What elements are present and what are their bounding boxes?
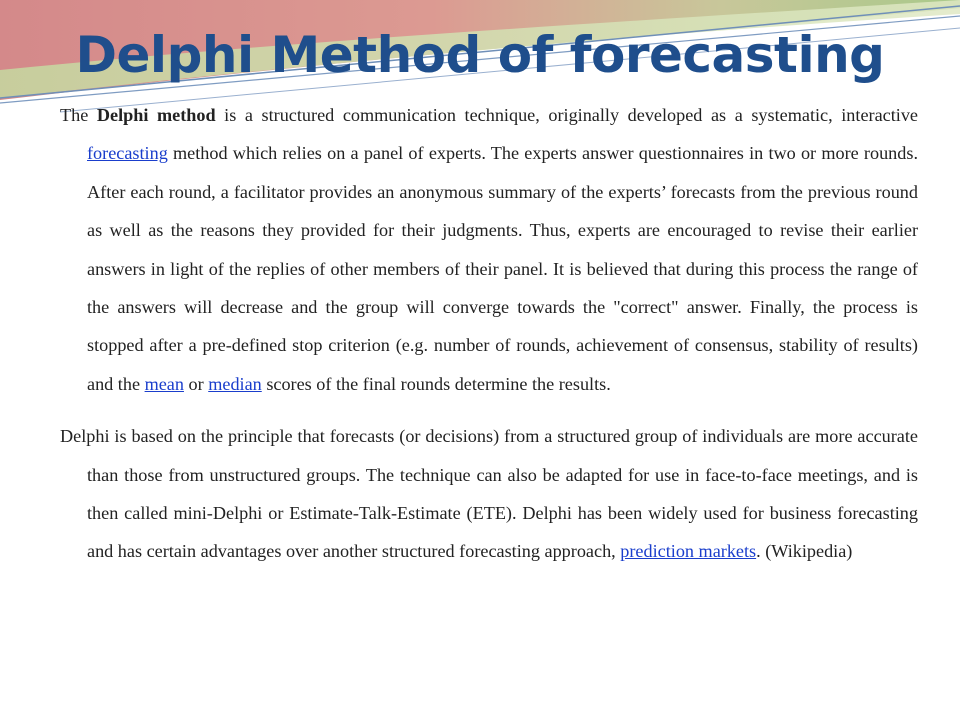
text-span: The [60,105,97,125]
text-span: or [183,373,209,394]
text-span: Delphi is based on the principle that forecasts (or decisions) from a structured group of individuals are more accurate than those from unstructured groups. The technique can also be adapted for use in face-to-face meetings, and is then called mini-Delphi or Estimate-Talk-Estimate (ETE). Delphi has been widely used for business forecasting and has certain advantages over another structured forecasting approach, [60,426,918,562]
text-span: scores of the final rounds determine the results. [261,373,611,394]
paragraph-delphi-principle [60,417,918,571]
text-span: is a structured communication technique, originally developed as a systematic, interactive [215,105,918,125]
text-span: method which relies on a panel of experts. The experts answer questionnaires in two or more rounds. After each round, a facilitator provides an anonymous summary of the experts’ forecasts from the previous round as well as the reasons they provided for their judgments. Thus, experts are encouraged to revise their earlier answers in light of the replies of other members of their panel. It is believed that during this process the range of the answers will decrease and the group will converge towards the "correct" answer. Finally, the process is stopped after a pre-defined stop criterion (e.g. number of rounds, achievement of consensus, stability of results) and the [87,143,918,394]
slide-body [60,96,918,571]
slide-title: Delphi Method of forecasting [75,26,885,84]
link-prediction-markets[interactable]: prediction markets [620,541,757,562]
link-forecasting[interactable]: forecasting [87,143,168,164]
paragraph-delphi-definition [60,96,918,403]
link-mean[interactable]: mean [144,373,184,394]
link-median[interactable]: median [208,373,262,394]
text-span: . (Wikipedia) [756,541,853,562]
bold-term: Delphi method [96,105,216,125]
